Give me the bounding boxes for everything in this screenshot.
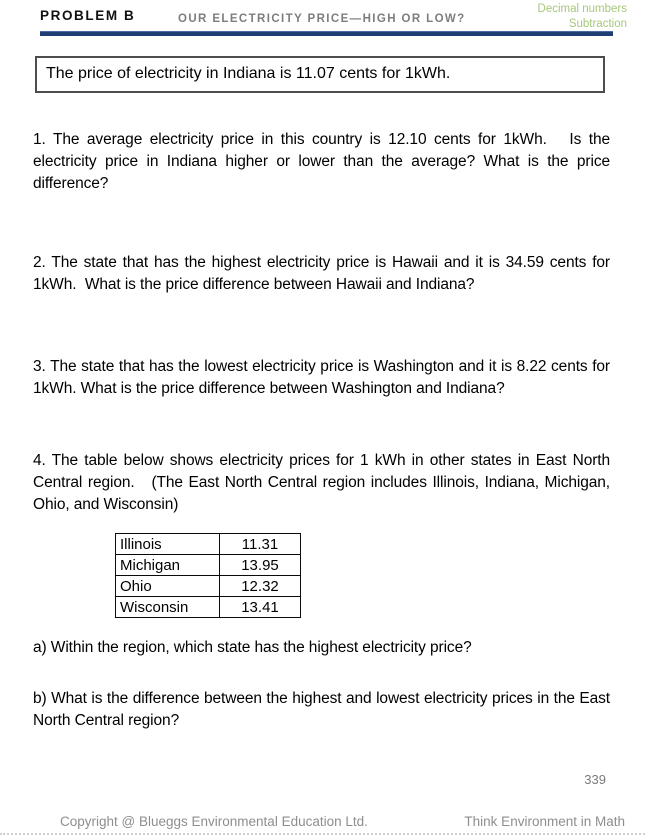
question-3: 3. The state that has the lowest electricity price is Washington and it is 8.22 cents for 1kWh. What is the price difference between Washington and Indiana? (33, 358, 615, 397)
topic-label (538, 2, 627, 31)
page-title: OUR ELECTRICITY PRICE—HIGH OR LOW? (178, 13, 466, 25)
topic-line-1: Decimal numbers (537, 3, 627, 15)
problem-label: PROBLEM B (40, 8, 136, 23)
price-cell: 12.32 (220, 576, 301, 597)
page-footer (0, 814, 645, 829)
question-b: b) What is the difference between the highest and lowest electricity prices in the East North Central region? (33, 690, 615, 729)
table-row (116, 534, 301, 555)
table-row (116, 597, 301, 618)
state-cell: Wisconsin (116, 597, 220, 618)
copyright-text: Copyright @ Blueggs Environmental Education Ltd. (60, 814, 368, 829)
question-4: 4. The table below shows electricity prices for 1 kWh in other states in East North Central region. (The East North Central region includes Illinois, Indiana, Michigan, Ohio, and Wisconsin) (33, 452, 615, 513)
page-number: 339 (584, 772, 606, 787)
electricity-price-table (115, 533, 301, 618)
footer-tagline: Think Environment in Math (464, 814, 625, 829)
price-cell: 13.95 (220, 555, 301, 576)
table-row (116, 576, 301, 597)
price-cell: 11.31 (220, 534, 301, 555)
state-cell: Ohio (116, 576, 220, 597)
price-cell: 13.41 (220, 597, 301, 618)
statement-box: The price of electricity in Indiana is 11.07 cents for 1kWh. (35, 56, 605, 93)
question-a: a) Within the region, which state has the highest electricity price? (33, 639, 472, 656)
page-header (0, 0, 645, 37)
state-cell: Illinois (116, 534, 220, 555)
question-2: 2. The state that has the highest electricity price is Hawaii and it is 34.59 cents for 1kWh. What is the price difference between Hawaii and Indiana? (33, 254, 615, 293)
state-cell: Michigan (116, 555, 220, 576)
question-1: 1. The average electricity price in this country is 12.10 cents for 1kWh. Is the electricity price in Indiana higher or lower than the average? What is the price difference? (33, 131, 615, 192)
topic-line-2: Subtraction (568, 17, 627, 30)
header-rule (40, 31, 613, 36)
worksheet-content (0, 56, 645, 787)
table-row (116, 555, 301, 576)
